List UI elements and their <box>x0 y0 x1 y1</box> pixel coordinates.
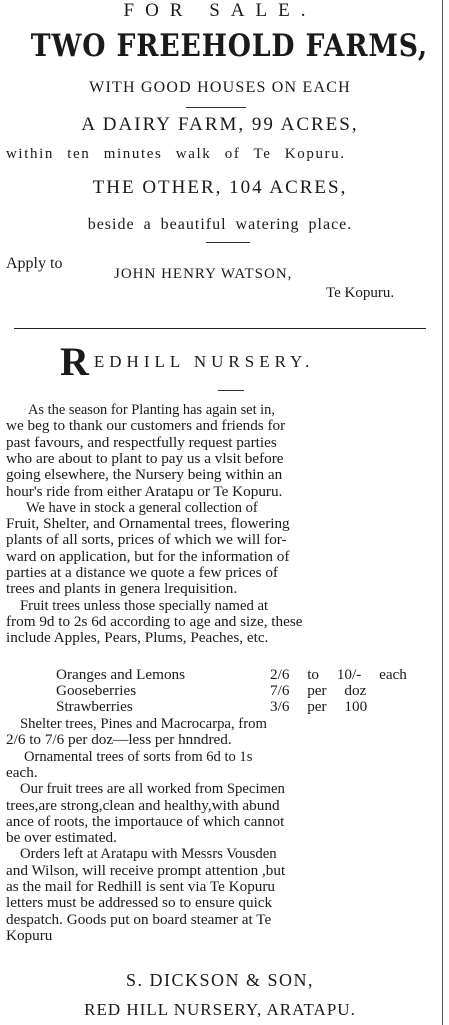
for-sale-heading: FOR SALE. <box>123 0 317 21</box>
signature: S. DICKSON & SON, <box>125 970 315 990</box>
price-value: 3/6 per 100 <box>270 698 368 715</box>
text-line: ward on application, but for the information of <box>6 547 290 565</box>
nursery-heading <box>60 339 315 384</box>
text-line: Fruit, Shelter, and Ornamental trees, flowering <box>6 515 290 533</box>
other-farm-heading: THE OTHER, 104 ACRES, <box>92 177 348 198</box>
contact-name: JOHN HENRY WATSON, <box>114 266 293 282</box>
other-farm-location: beside a beautiful watering place. <box>87 216 353 233</box>
text-line: Kopuru <box>6 926 53 944</box>
price-item: Strawberries <box>56 698 133 715</box>
price-item: Gooseberries <box>56 682 137 699</box>
apply-label: Apply to <box>6 255 63 272</box>
divider <box>186 107 246 108</box>
text-line: Fruit trees unless those specially named at <box>20 596 269 614</box>
price-value: 7/6 per doz <box>270 682 367 699</box>
price-item: Oranges and Lemons <box>56 666 186 683</box>
text-line: We have in stock a general collection of <box>26 498 258 516</box>
text-line: be over estimated. <box>6 829 117 847</box>
text-line: trees,are strong,clean and healthy,with abund <box>6 796 280 814</box>
text-line: from 9d to 2s 6d according to age and size, these <box>6 612 303 630</box>
divider <box>206 242 250 243</box>
nursery-heading-text: EDHILL NURSERY. <box>93 352 315 371</box>
text-line: hour's ride from either Aratapu or Te Kopuru. <box>6 482 283 500</box>
dairy-farm-location: within ten minutes walk of Te Kopuru. <box>6 146 346 162</box>
text-line: going elsewhere, the Nursery being within an <box>6 466 283 484</box>
text-line: Ornamental trees of sorts from 6d to 1s <box>24 747 253 765</box>
contact-place: Te Kopuru. <box>326 285 395 301</box>
text-line: Shelter trees, Pines and Macrocarpa, from <box>20 715 267 732</box>
text-line: past favours, and respectfully request parties <box>6 433 277 451</box>
text-line: ance of roots, the importauce of which cannot <box>6 812 285 830</box>
text-line: despatch. Goods put on board steamer at Te <box>6 910 272 928</box>
divider <box>218 390 244 391</box>
text-line: plants of all sorts, prices of which we will for- <box>6 531 287 549</box>
dairy-farm-heading: A DAIRY FARM, 99 ACRES, <box>81 114 359 135</box>
drop-cap: R <box>60 339 94 384</box>
text-line: include Apples, Pears, Plums, Peaches, etc. <box>6 629 269 647</box>
text-line: As the season for Planting has again set in, <box>28 401 275 418</box>
text-line: who are about to plant to pay us a vlsit before <box>6 449 284 467</box>
price-value: 2/6 to 10/- each <box>270 666 407 683</box>
text-line: parties at a distance we quote a few prices of <box>6 564 278 581</box>
for-sale-subtitle: WITH GOOD HOUSES ON EACH <box>89 79 351 96</box>
section-divider <box>14 328 426 329</box>
nursery-footer: RED HILL NURSERY, ARATAPU. <box>84 1000 356 1019</box>
for-sale-title: TWO FREEHOLD FARMS, <box>30 28 429 64</box>
text-line: 2/6 to 7/6 per doz—less per hnndred. <box>6 731 232 749</box>
text-line: Our fruit trees are all worked from Specimen <box>20 780 285 798</box>
text-line: we beg to thank our customers and friends for <box>6 417 286 435</box>
text-line: and Wilson, will receive prompt attention ,but <box>6 861 286 879</box>
text-line: Orders left at Aratapu with Messrs Vousden <box>20 845 277 863</box>
column-rule <box>442 0 443 1025</box>
text-line: each. <box>6 763 38 781</box>
text-line: as the mail for Redhill is sent via Te Kopuru <box>6 878 276 895</box>
text-line: letters must be addressed so to ensure quick <box>6 894 273 912</box>
text-line: trees and plants in genera lrequisition. <box>6 580 238 598</box>
